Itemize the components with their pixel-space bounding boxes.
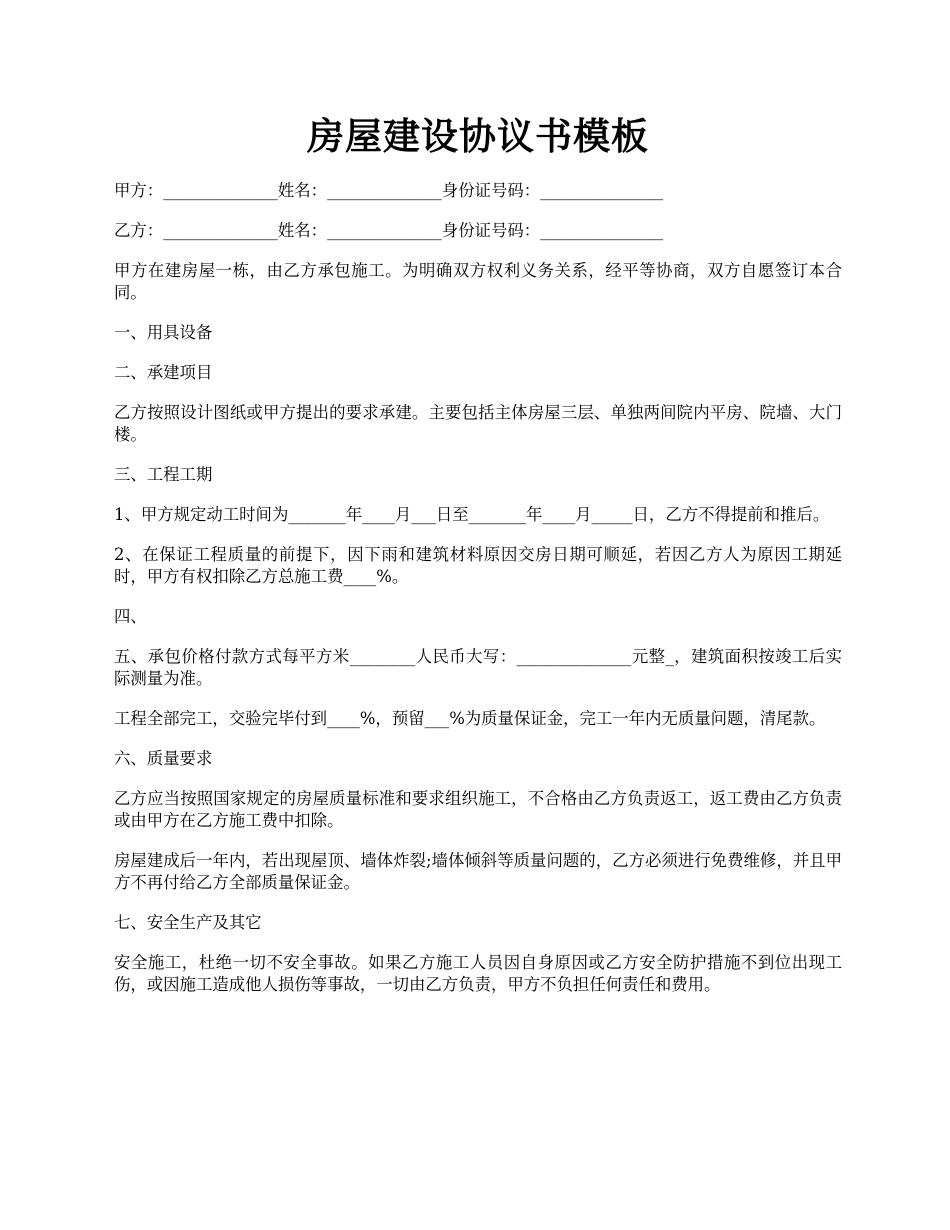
payment-paragraph: 工程全部完工，交验完毕付到____%，预留___%为质量保证金，完工一年内无质量问题，清尾款。	[114, 709, 826, 728]
section-heading-quality: 六、质量要求	[114, 749, 213, 768]
section-heading-project: 二、承建项目	[114, 363, 213, 382]
document-title: 房屋建设协议书模板	[307, 114, 649, 158]
party-b-line: 乙方：______________姓名：______________身份证号码：_______________	[114, 221, 664, 240]
quality-paragraph-1: 乙方应当按照国家规定的房屋质量标准和要求组织施工，不合格由乙方负责返工，返工费由乙方负责或由甲方在乙方施工费中扣除。	[114, 789, 842, 830]
section-heading-equipment: 一、用具设备	[114, 323, 213, 342]
safety-paragraph: 安全施工，杜绝一切不安全事故。如果乙方施工人员因自身原因或乙方安全防护措施不到位出现工伤，或因施工造成他人损伤等事故，一切由乙方负责，甲方不负担任何责任和费用。	[114, 953, 842, 994]
party-a-line: 甲方：______________姓名：______________身份证号码：_______________	[114, 181, 664, 200]
quality-paragraph-2: 房屋建成后一年内，若出现屋顶、墙体炸裂;墙体倾斜等质量问题的，乙方必须进行免费维修，并且甲方不再付给乙方全部质量保证金。	[114, 851, 842, 892]
section-heading-safety: 七、安全生产及其它	[114, 913, 262, 932]
section-heading-schedule: 三、工程工期	[114, 465, 213, 484]
section-heading-four: 四、	[114, 607, 147, 626]
price-paragraph: 五、承包价格付款方式每平方米________人民币大写：______________元整_，建筑面积按竣工后实际测量为准。	[114, 647, 842, 688]
schedule-clause-2: 2、在保证工程质量的前提下，因下雨和建筑材料原因交房日期可顺延，若因乙方人为原因工期延时，甲方有权扣除乙方总施工费____%。	[114, 545, 842, 586]
document-page	[114, 110, 842, 1014]
schedule-clause-1: 1、甲方规定动工时间为_______年____月___日至_______年____月_____日，乙方不得提前和推后。	[114, 505, 830, 524]
intro-paragraph: 甲方在建房屋一栋，由乙方承包施工。为明确双方权利义务关系，经平等协商，双方自愿签订本合同。	[114, 261, 842, 302]
project-paragraph: 乙方按照设计图纸或甲方提出的要求承建。主要包括主体房屋三层、单独两间院内平房、院墙、大门楼。	[114, 403, 842, 444]
